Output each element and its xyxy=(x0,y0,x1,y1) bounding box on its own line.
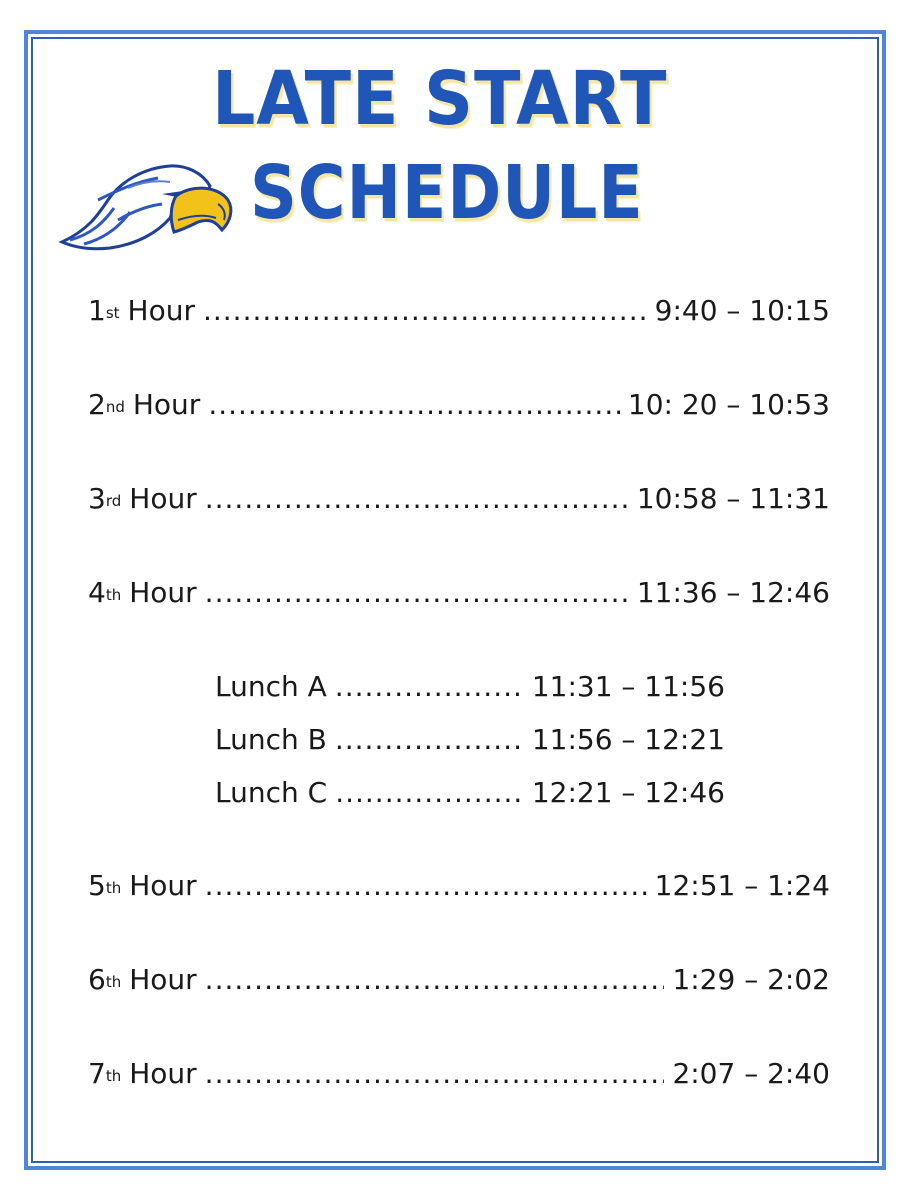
hour-label: Hour xyxy=(132,388,201,421)
hour-time: 2:07 – 2:40 xyxy=(672,1057,830,1090)
ordinal-suffix: th xyxy=(105,879,122,897)
dot-leader xyxy=(335,670,524,703)
title-line-1: LATE START xyxy=(212,56,668,142)
dot-leader xyxy=(205,576,629,609)
hour-label: Hour xyxy=(129,869,197,902)
hour-number: 4 xyxy=(88,576,106,609)
hour-label: Hour xyxy=(127,294,195,327)
schedule-row-hour-6 xyxy=(88,963,830,1003)
ordinal-suffix: st xyxy=(105,304,120,322)
schedule-row-hour-5 xyxy=(88,869,830,909)
hour-number: 3 xyxy=(88,482,106,515)
hour-time: 1:29 – 2:02 xyxy=(672,963,830,996)
title-line-2: SCHEDULE xyxy=(250,150,644,236)
schedule-row-hour-1 xyxy=(88,294,830,334)
schedule-row-hour-3 xyxy=(88,482,830,522)
hour-time: 11:36 – 12:46 xyxy=(636,576,830,609)
ordinal-suffix: th xyxy=(105,586,122,604)
lunch-row-b xyxy=(215,723,725,759)
lunch-label: Lunch C xyxy=(215,776,328,809)
dot-leader xyxy=(205,963,665,996)
hour-time: 12:51 – 1:24 xyxy=(654,869,830,902)
lunch-time: 11:31 – 11:56 xyxy=(531,670,725,703)
hour-number: 2 xyxy=(88,388,106,421)
dot-leader xyxy=(335,776,524,809)
hour-number: 7 xyxy=(88,1057,106,1090)
hour-time: 10:58 – 11:31 xyxy=(636,482,830,515)
lunch-time: 11:56 – 12:21 xyxy=(531,723,725,756)
lunch-time: 12:21 – 12:46 xyxy=(531,776,725,809)
hour-label: Hour xyxy=(129,963,197,996)
ordinal-suffix: th xyxy=(105,973,122,991)
schedule-row-hour-2 xyxy=(88,388,830,428)
hour-label: Hour xyxy=(129,576,197,609)
ordinal-suffix: rd xyxy=(105,492,122,510)
hour-label: Hour xyxy=(129,482,197,515)
lunch-row-c xyxy=(215,776,725,812)
hour-number: 5 xyxy=(88,869,106,902)
hour-label: Hour xyxy=(129,1057,197,1090)
hour-number: 1 xyxy=(88,294,106,327)
eagle-head-icon xyxy=(58,160,234,254)
hour-time: 9:40 – 10:15 xyxy=(654,294,830,327)
lunch-label: Lunch A xyxy=(215,670,327,703)
lunch-row-a xyxy=(215,670,725,706)
dot-leader xyxy=(203,294,647,327)
hour-time: 10: 20 – 10:53 xyxy=(627,388,830,421)
dot-leader xyxy=(205,482,629,515)
dot-leader xyxy=(335,723,524,756)
ordinal-suffix: nd xyxy=(105,398,125,416)
hour-number: 6 xyxy=(88,963,106,996)
dot-leader xyxy=(208,388,620,421)
schedule-row-hour-7 xyxy=(88,1057,830,1097)
dot-leader xyxy=(205,869,647,902)
lunch-label: Lunch B xyxy=(215,723,327,756)
dot-leader xyxy=(205,1057,665,1090)
schedule-row-hour-4 xyxy=(88,576,830,616)
ordinal-suffix: th xyxy=(105,1067,122,1085)
